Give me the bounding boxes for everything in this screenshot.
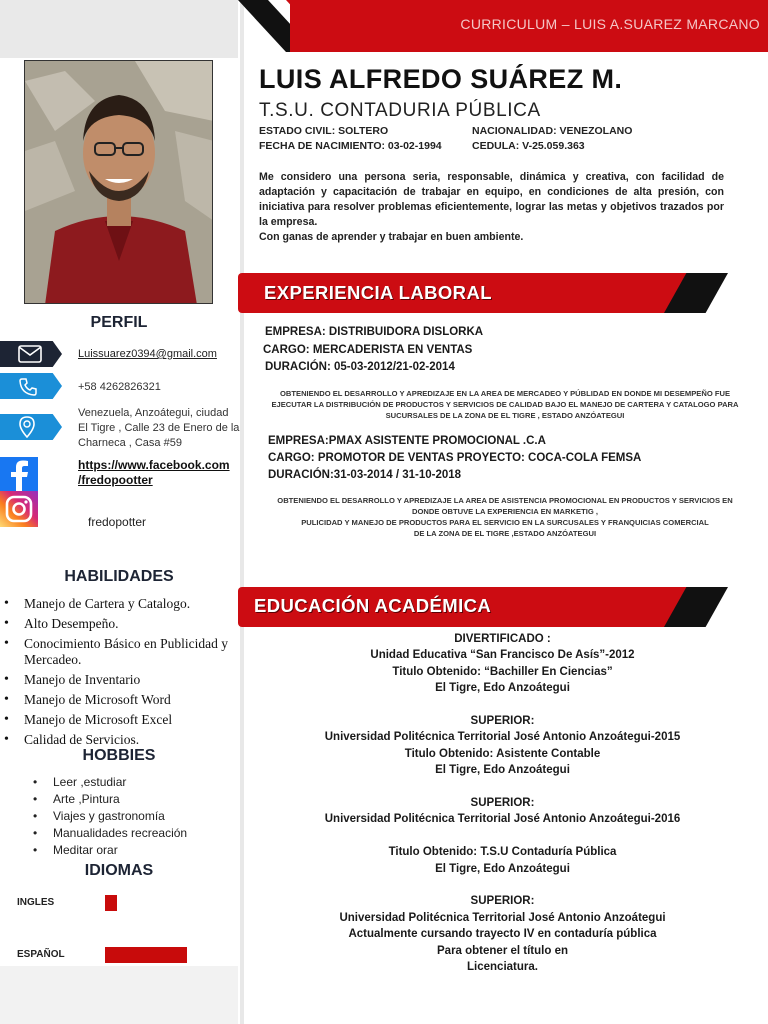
- facebook-link-line2[interactable]: /fredopootter: [78, 473, 153, 487]
- hobby-item: • Arte ,Pintura: [0, 791, 238, 808]
- education-line: SUPERIOR:: [470, 797, 535, 810]
- education-line: DIVERTIFICADO :: [454, 633, 551, 645]
- job1-desc-line: SUCURSALES DE LA ZONA DE EL TIGRE , ESTADO ANZÓATEGUI: [385, 411, 625, 420]
- habilidad-item: • Alto Desempeño.: [0, 616, 238, 632]
- instagram-handle[interactable]: fredopotter: [88, 515, 147, 529]
- email-tab: [0, 341, 62, 367]
- language-bar-fill-espanol: [105, 947, 187, 963]
- email-link[interactable]: Luissuarez0394@gmail.com: [78, 348, 217, 360]
- address-tab: [0, 414, 62, 440]
- education-line: Actualmente cursando trayecto IV en contaduría pública: [348, 928, 657, 941]
- language-bar-ingles: [105, 895, 187, 911]
- hobby-item: • Leer ,estudiar: [0, 774, 238, 791]
- education-line: Universidad Politécnica Territorial José Antonio Anzoátegui-2015: [324, 731, 681, 744]
- location-pin-icon: [18, 416, 36, 438]
- education-line: SUPERIOR:: [470, 895, 535, 908]
- job2-duracion: DURACIÓN:31-03-2014 / 31-10-2018: [268, 469, 462, 481]
- education-line: El Tigre, Edo Anzoátegui: [435, 764, 570, 777]
- person-name: LUIS ALFREDO SUÁREZ M.: [259, 64, 623, 94]
- person-title: T.S.U. CONTADURIA PÚBLICA: [259, 100, 541, 121]
- job1-desc-line: OBTENIENDO EL DESARROLLO Y APREDIZAJE EN LA AREA DE MERCADEO Y PÚBLIDAD EN DONDE MI DESEMPEÑO FUE: [279, 389, 731, 398]
- header-title: CURRICULUM – LUIS A.SUAREZ MARCANO: [460, 16, 760, 32]
- address-text: Venezuela, Anzoátegui, ciudad El Tigre , Calle 23 de Enero de la Charneca , Casa #59: [78, 407, 240, 449]
- language-bar-espanol: [105, 947, 187, 963]
- phone-tab: [0, 373, 62, 399]
- facebook-link[interactable]: [78, 458, 230, 488]
- instagram-icon[interactable]: [0, 491, 38, 527]
- education-line: SUPERIOR:: [470, 715, 535, 728]
- nacionalidad: NACIONALIDAD: VENEZOLANO: [472, 125, 633, 137]
- hobby-item: • Manualidades recreación: [0, 825, 238, 842]
- profile-paragraph-2: Con ganas de aprender y trabajar en buen ambiente.: [259, 231, 524, 243]
- hobby-item: • Meditar orar: [0, 842, 238, 859]
- education-spacer: [245, 828, 760, 844]
- education-spacer: [245, 697, 760, 713]
- habilidad-item: • Calidad de Servicios.: [0, 732, 238, 748]
- education-line: Titulo Obtenido: T.S.U Contaduría Pública: [388, 846, 617, 859]
- cedula: CEDULA: V-25.059.363: [472, 140, 585, 152]
- phone-icon: [18, 377, 38, 397]
- education-line: Universidad Politécnica Territorial José Antonio Anzoátegui-2016: [324, 813, 681, 826]
- education-spacer: [245, 779, 760, 795]
- education-line: El Tigre, Edo Anzoátegui: [435, 862, 570, 875]
- job1-description: [245, 388, 765, 421]
- experience-heading: EXPERIENCIA LABORAL: [264, 282, 492, 303]
- job2-desc-line: DONDE OBTUVE LA EXPERIENCIA EN MARKETIG ,: [412, 507, 598, 516]
- education-list: [245, 631, 760, 975]
- habilidades-heading: HABILIDADES: [64, 568, 174, 585]
- facebook-icon[interactable]: [0, 457, 38, 491]
- envelope-icon: [18, 345, 42, 363]
- job2-empresa: EMPRESA:PMAX ASISTENTE PROMOCIONAL .C.A: [268, 435, 546, 447]
- education-line: Titulo Obtenido: Asistente Contable: [404, 747, 601, 760]
- language-bar-fill-ingles: [105, 895, 117, 911]
- hobby-item: • Viajes y gastronomía: [0, 808, 238, 825]
- profile-photo: [24, 60, 213, 304]
- job2-desc-line: DE LA ZONA DE EL TIGRE ,ESTADO ANZÓATEGUI: [413, 529, 597, 538]
- education-line: Universidad Politécnica Territorial José Antonio Anzoátegui: [339, 911, 666, 924]
- hobbies-list: [0, 774, 238, 859]
- left-top-band: [0, 0, 238, 58]
- habilidad-item: • Manejo de Cartera y Catalogo.: [0, 596, 238, 612]
- language-label-ingles: INGLES: [17, 897, 55, 908]
- education-line: Titulo Obtenido: “Bachiller En Ciencias”: [392, 665, 613, 678]
- hobbies-heading: HOBBIES: [82, 747, 156, 764]
- column-divider: [240, 0, 244, 1024]
- habilidad-item: • Manejo de Inventario: [0, 672, 238, 688]
- estado-civil: ESTADO CIVIL: SOLTERO: [259, 125, 389, 137]
- facebook-link-line1[interactable]: https://www.facebook.com: [78, 458, 230, 472]
- job1-cargo: CARGO: MERCADERISTA EN VENTAS: [263, 344, 473, 356]
- habilidad-item: • Manejo de Microsoft Excel: [0, 712, 238, 728]
- language-label-espanol: ESPAÑOL: [17, 949, 65, 960]
- habilidad-item: • Conocimiento Básico en Publicidad y Mercadeo.: [0, 636, 238, 668]
- habilidades-list: [0, 596, 238, 752]
- job2-description: [245, 495, 765, 539]
- job2-desc-line: PULICIDAD Y MANEJO DE PRODUCTOS PARA EL SERVICIO EN LA SURCUSALES Y FRANQUICIAS COMERCIAL: [301, 518, 709, 527]
- profile-summary: [259, 170, 724, 245]
- perfil-heading: PERFIL: [90, 314, 148, 331]
- idiomas-heading: IDIOMAS: [84, 862, 154, 879]
- habilidad-item: • Manejo de Microsoft Word: [0, 692, 238, 708]
- job2-cargo: CARGO: PROMOTOR DE VENTAS PROYECTO: COCA-COLA FEMSA: [268, 452, 642, 464]
- job1-empresa: EMPRESA: DISTRIBUIDORA DISLORKA: [265, 326, 484, 338]
- education-heading: EDUCACIÓN ACADÉMICA: [254, 595, 492, 616]
- education-line: Licenciatura.: [467, 961, 538, 974]
- job1-duracion: DURACIÓN: 05-03-2012/21-02-2014: [265, 361, 455, 373]
- job1-desc-line: EJECUTAR LA DISTRIBUCIÓN DE PRODUCTOS Y SERVICIOS DE CALIDAD BAJO EL MANEJO DE CARTERA Y CATALOGO PARA: [271, 400, 739, 409]
- education-line: Unidad Educativa “San Francisco De Asís”-2012: [370, 649, 635, 662]
- fecha-nacimiento: FECHA DE NACIMIENTO: 03-02-1994: [259, 140, 442, 152]
- phone-number: +58 4262826321: [78, 381, 161, 393]
- job2-desc-line: OBTENIENDO EL DESARROLLO Y APREDIZAJE LA AREA DE ASISTENCIA PROMOCIONAL EN PRODUCTOS Y SERVICIOS EN: [277, 496, 733, 505]
- education-line: El Tigre, Edo Anzoátegui: [435, 682, 570, 695]
- education-spacer: [245, 877, 760, 893]
- profile-paragraph-1: Me considero una persona seria, responsable, dinámica y creativa, con facilidad de adaptación y capacitación de trabajar en equipo, en condiciones de alta presión, con iniciativa para resolver problemas eficientemente, lograr las metas y objetivos trazados por la empresa.: [259, 171, 724, 228]
- education-line: Para obtener el título en: [437, 944, 568, 957]
